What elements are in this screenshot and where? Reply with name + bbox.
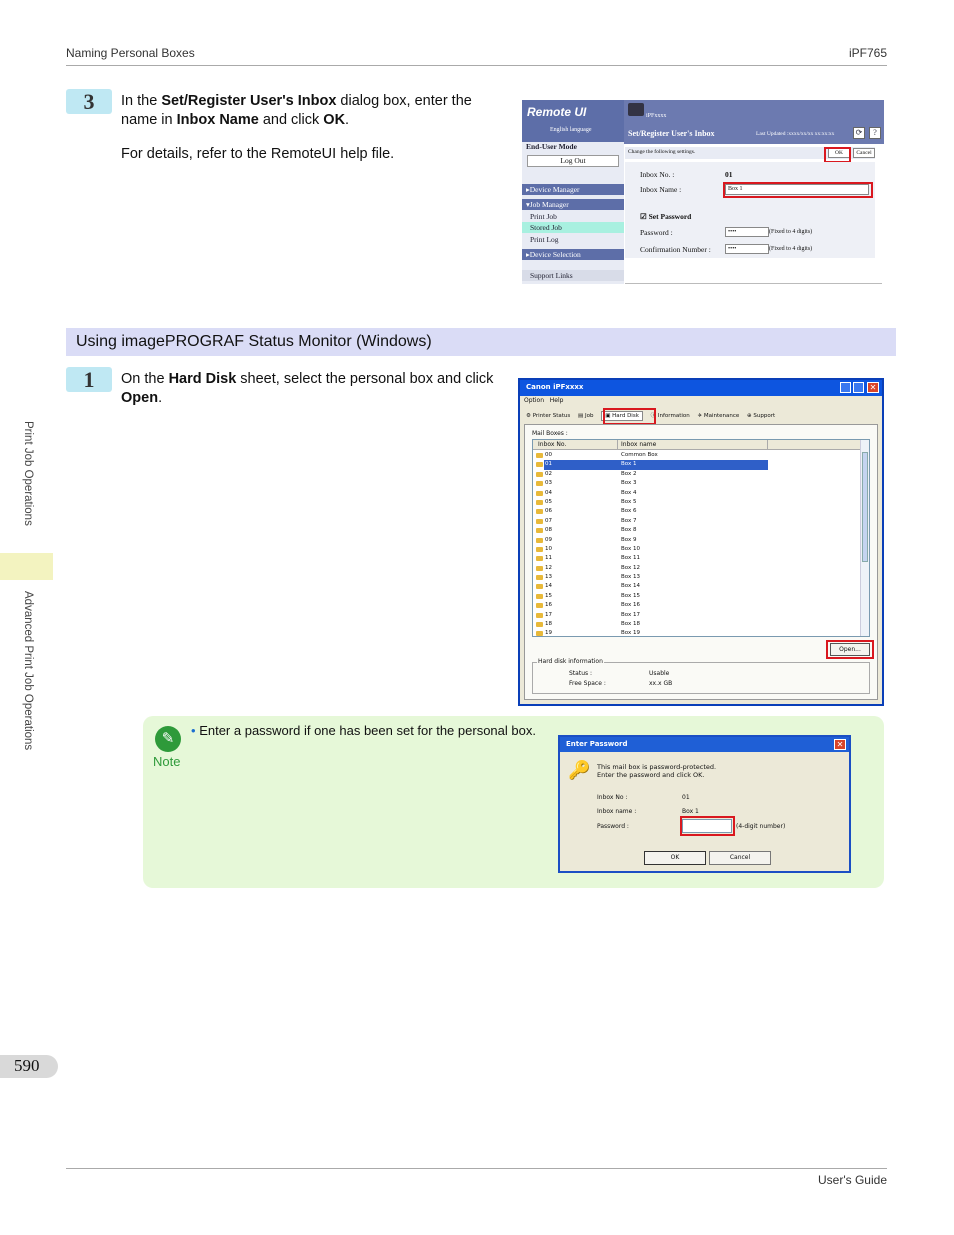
menu-help[interactable]: Help	[549, 397, 564, 404]
row-inbox-name: Box 7	[621, 517, 637, 524]
row-inbox-no: 01	[545, 461, 552, 468]
monitor-menu	[524, 397, 563, 404]
row-inbox-no: 14	[545, 583, 552, 590]
tab-job[interactable]: ▤ Job	[578, 413, 594, 419]
table-row[interactable]	[533, 479, 861, 488]
highlight-ok	[824, 147, 851, 163]
rui-device-name: iPFxxxx	[646, 113, 667, 119]
folder-icon	[536, 603, 543, 608]
folder-icon	[536, 556, 543, 561]
step-number-1: 1	[66, 367, 112, 392]
row-inbox-no: 08	[545, 527, 552, 534]
section-title: Using imagePROGRAF Status Monitor (Windows)	[66, 328, 896, 356]
status-label: Status :	[569, 670, 593, 677]
rui-support-links[interactable]: Support Links	[522, 270, 624, 281]
rui-confirm-note: (Fixed to 4 digits)	[769, 246, 813, 252]
table-row[interactable]	[533, 536, 861, 545]
folder-icon	[536, 472, 543, 477]
free-space-value: xx.x GB	[649, 680, 673, 687]
page-number: 590	[0, 1055, 58, 1078]
close-icon[interactable]: ✕	[867, 382, 879, 393]
row-inbox-no: 02	[545, 470, 552, 477]
row-inbox-no: 09	[545, 536, 552, 543]
pw-ok-button[interactable]: OK	[644, 851, 706, 865]
table-row[interactable]	[533, 564, 861, 573]
pw-inbox-name-label: Inbox name :	[597, 808, 637, 815]
row-inbox-name: Box 3	[621, 480, 637, 487]
rui-logout-button[interactable]: Log Out	[527, 155, 619, 167]
rui-bottom-rule	[625, 283, 882, 284]
printer-icon	[628, 103, 644, 116]
row-inbox-name: Box 11	[621, 555, 640, 562]
step3-text: In the Set/Register User's Inbox dialog box, enter the name in Inbox Name and click OK.	[121, 93, 472, 128]
rui-last-updated: Last Updated :xxxx/xx/xx xx:xx:xx	[756, 131, 835, 137]
open-button[interactable]: Open...	[830, 643, 870, 656]
table-row[interactable]	[533, 554, 861, 563]
rui-change-bar: Change the following settings. OK Cancel	[625, 147, 875, 159]
table-row[interactable]	[533, 517, 861, 526]
status-monitor-window	[518, 378, 884, 706]
table-row[interactable]	[533, 629, 861, 638]
folder-icon	[536, 491, 543, 496]
table-row[interactable]	[533, 489, 861, 498]
tab-maintenance[interactable]: ✈ Maintenance	[697, 413, 740, 419]
table-row[interactable]	[533, 498, 861, 507]
pw-inbox-name-value: Box 1	[682, 808, 699, 815]
row-inbox-name: Box 19	[621, 630, 640, 637]
note-pencil-icon: ✎	[155, 726, 181, 752]
sidebar-highlight	[0, 553, 53, 580]
row-inbox-name: Box 18	[621, 621, 640, 628]
highlight-inbox-name	[723, 182, 873, 198]
rui-sub-stored-job[interactable]: Stored Job	[522, 222, 624, 233]
row-inbox-name: Box 15	[621, 592, 640, 599]
table-row[interactable]	[533, 592, 861, 601]
row-inbox-name: Box 17	[621, 611, 640, 618]
folder-icon	[536, 584, 543, 589]
row-inbox-name: Box 1	[621, 461, 637, 468]
rui-page-title: Set/Register User's Inbox	[628, 129, 715, 138]
folder-icon	[536, 575, 543, 580]
col-inbox-no[interactable]: Inbox No.	[538, 441, 567, 448]
refresh-icon[interactable]: ⟳	[853, 127, 865, 139]
row-inbox-no: 18	[545, 621, 552, 628]
rui-ok-button[interactable]: OK	[828, 148, 850, 158]
sidebar-subchapter: Advanced Print Job Operations	[22, 591, 34, 751]
col-divider	[617, 440, 618, 450]
pw-inbox-no-value: 01	[682, 794, 690, 801]
row-inbox-no: 06	[545, 508, 552, 515]
list-scrollbar[interactable]	[860, 440, 869, 636]
rui-set-password[interactable]: ☑ Set Password	[640, 212, 692, 221]
enter-password-dialog	[558, 735, 851, 873]
col-divider	[767, 440, 768, 450]
rui-password-note: (Fixed to 4 digits)	[769, 229, 813, 235]
pw-password-label: Password :	[597, 823, 629, 830]
minimize-icon[interactable]	[840, 382, 851, 393]
pw-title-bar	[560, 737, 849, 752]
remote-ui-screenshot	[522, 100, 884, 286]
row-inbox-no: 00	[545, 452, 552, 458]
row-inbox-no: 16	[545, 602, 552, 609]
folder-icon	[536, 462, 543, 467]
sidebar-chapter: Print Job Operations	[22, 421, 34, 526]
table-row[interactable]	[533, 611, 861, 620]
row-inbox-no: 04	[545, 489, 552, 496]
list-header	[533, 440, 861, 450]
note-label: Note	[153, 754, 181, 769]
row-inbox-name: Box 13	[621, 574, 640, 581]
folder-icon	[536, 594, 543, 599]
highlight-password-input	[680, 816, 735, 836]
folder-icon	[536, 631, 543, 636]
table-row[interactable]	[533, 601, 861, 610]
bullet-icon: •	[191, 723, 196, 738]
row-inbox-name: Box 16	[621, 602, 640, 609]
status-value: Usable	[649, 670, 670, 677]
folder-icon	[536, 453, 543, 458]
pw-title: Enter Password	[566, 740, 628, 748]
table-row[interactable]	[533, 620, 861, 629]
row-inbox-no: 07	[545, 517, 552, 524]
note-box	[143, 716, 884, 888]
row-inbox-no: 10	[545, 545, 552, 552]
monitor-title-bar	[520, 380, 882, 396]
rui-password-label: Password :	[640, 228, 673, 237]
footer-guide: User's Guide	[818, 1173, 887, 1187]
rui-cancel-button[interactable]: Cancel	[853, 148, 875, 158]
maximize-icon[interactable]	[853, 382, 864, 393]
monitor-title: Canon iPFxxxx	[526, 383, 584, 391]
rui-language[interactable]: English language	[550, 127, 592, 133]
folder-icon	[536, 622, 543, 627]
row-inbox-no: 15	[545, 592, 552, 599]
mail-boxes-label: Mail Boxes :	[532, 430, 568, 437]
mailbox-rows	[533, 451, 861, 639]
row-inbox-name: Box 6	[621, 508, 637, 515]
table-row[interactable]	[533, 526, 861, 535]
header-model: iPF765	[848, 46, 887, 60]
folder-icon	[536, 481, 543, 486]
folder-icon	[536, 566, 543, 571]
row-inbox-name: Common Box	[621, 452, 658, 458]
key-icon: 🔑	[568, 760, 591, 781]
tab-printer-status[interactable]: ⚙ Printer Status	[526, 413, 571, 419]
rui-nav-device-manager[interactable]: ▸Device Manager	[522, 184, 624, 195]
rui-nav-device-selection[interactable]: ▸Device Selection	[522, 249, 624, 260]
row-inbox-name: Box 10	[621, 545, 640, 552]
row-inbox-no: 13	[545, 574, 552, 581]
selected-row-highlight	[544, 460, 768, 469]
pw-msg: This mail box is password-protected. Enter the password and click OK.	[597, 763, 717, 779]
footer-rule	[66, 1168, 887, 1169]
folder-icon	[536, 538, 543, 543]
folder-icon	[536, 528, 543, 533]
checkbox-icon: ☑	[640, 212, 649, 221]
rui-confirm-input[interactable]: ••••	[725, 244, 769, 254]
table-row[interactable]	[533, 545, 861, 554]
hd-info-group	[532, 658, 870, 694]
hd-info-label: Hard disk information	[538, 658, 603, 665]
row-inbox-no: 11	[545, 555, 552, 562]
note-bullet: • Enter a password if one has been set for the personal box.	[191, 723, 536, 738]
rui-confirm-label: Confirmation Number :	[640, 245, 711, 254]
folder-icon	[536, 519, 543, 524]
step1-text: On the Hard Disk sheet, select the personal box and click Open.	[121, 371, 494, 406]
tab-information[interactable]: ⓘ Information	[650, 413, 690, 419]
pw-inbox-no-label: Inbox No :	[597, 794, 628, 801]
pw-password-note: (4-digit number)	[736, 823, 786, 830]
highlight-hard-disk-tab	[603, 408, 656, 425]
col-inbox-name[interactable]: Inbox name	[621, 441, 657, 448]
row-inbox-name: Box 4	[621, 489, 637, 496]
row-inbox-no: 03	[545, 480, 552, 487]
rui-password-input[interactable]: ••••	[725, 227, 769, 237]
row-inbox-no: 12	[545, 564, 552, 571]
folder-icon	[536, 500, 543, 505]
rui-nav-job-manager[interactable]: ▾Job Manager	[522, 199, 624, 210]
free-space-label: Free Space :	[569, 680, 606, 687]
row-inbox-name: Box 2	[621, 470, 637, 477]
rui-inbox-name-input[interactable]: Box 1	[725, 184, 869, 195]
rui-sub-print-log[interactable]: Print Log	[530, 235, 559, 244]
highlight-open-button	[826, 640, 874, 659]
rui-inbox-no-label: Inbox No. :	[640, 170, 675, 179]
rui-sub-print-job[interactable]: Print Job	[530, 212, 557, 221]
rui-top-bar	[624, 100, 884, 144]
step3-detail: For details, refer to the RemoteUI help file.	[121, 146, 395, 162]
step-number-3: 3	[66, 89, 112, 114]
table-row[interactable]	[533, 460, 861, 469]
header-section-title: Naming Personal Boxes	[66, 46, 195, 60]
rui-mode: End-User Mode	[526, 142, 577, 151]
pw-cancel-button[interactable]: Cancel	[709, 851, 771, 865]
row-inbox-name: Box 9	[621, 536, 637, 543]
row-inbox-name: Box 8	[621, 527, 637, 534]
folder-icon	[536, 509, 543, 514]
rui-inbox-no-value: 01	[725, 170, 733, 179]
row-inbox-no: 17	[545, 611, 552, 618]
help-icon[interactable]: ?	[869, 127, 881, 139]
table-row[interactable]	[533, 573, 861, 582]
mailbox-list[interactable]	[532, 439, 870, 637]
pw-close-icon[interactable]: ✕	[834, 739, 846, 750]
menu-option[interactable]: Option	[524, 397, 545, 404]
table-row[interactable]	[533, 582, 861, 591]
header-rule	[66, 65, 887, 66]
scrollbar-thumb[interactable]	[862, 452, 868, 562]
row-inbox-name: Box 14	[621, 583, 640, 590]
table-row[interactable]	[533, 507, 861, 516]
rui-logo-area	[522, 100, 624, 142]
folder-icon	[536, 613, 543, 618]
row-inbox-no: 19	[545, 630, 552, 637]
row-inbox-no: 05	[545, 498, 552, 505]
rui-inbox-name-label: Inbox Name :	[640, 185, 682, 194]
tab-support[interactable]: ⊕ Support	[747, 413, 776, 419]
table-row[interactable]	[533, 470, 861, 479]
table-row[interactable]	[533, 451, 861, 460]
tab-hard-disk[interactable]: ▣ Hard Disk	[601, 411, 643, 421]
rui-logo: Remote UI	[527, 105, 587, 119]
row-inbox-name: Box 12	[621, 564, 640, 571]
folder-icon	[536, 547, 543, 552]
row-inbox-name: Box 5	[621, 498, 637, 505]
